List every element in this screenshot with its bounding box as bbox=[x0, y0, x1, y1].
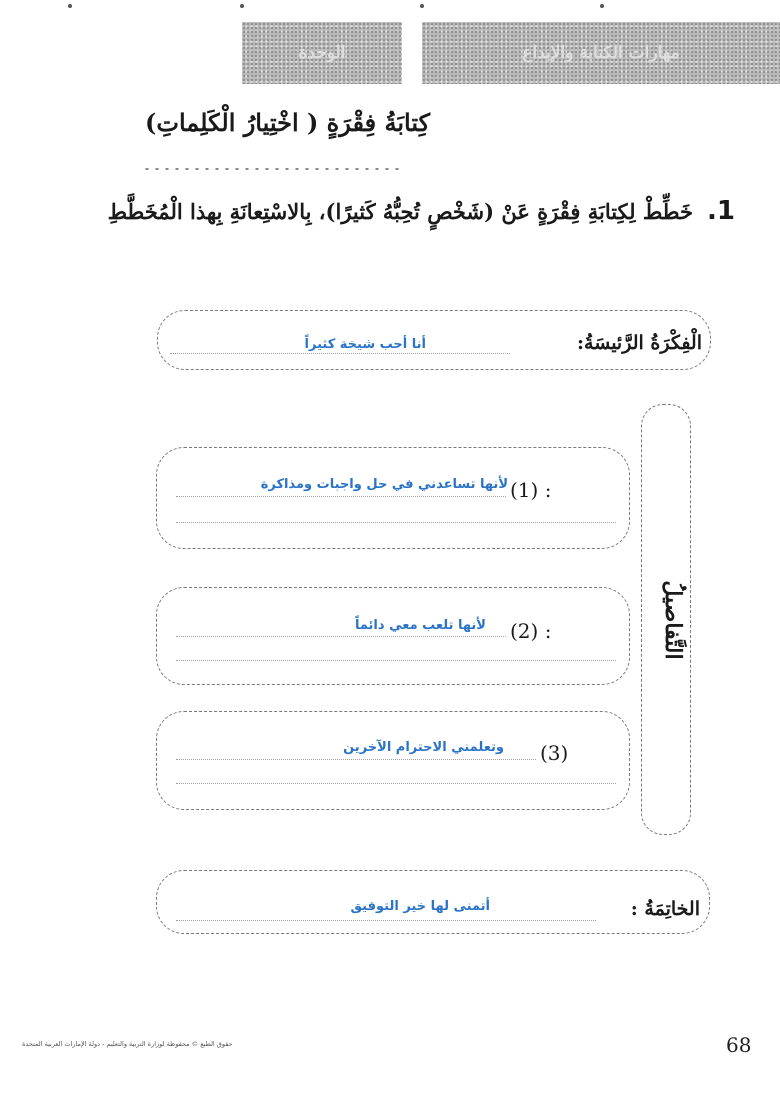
lesson-title: كِتابَةُ فِقْرَةٍ ( اخْتِيارُ الْكَلِماتِ) bbox=[145, 108, 430, 137]
title-dot-divider bbox=[142, 166, 404, 172]
detail-2-answer[interactable]: لأنها تلعب معي دائماً bbox=[354, 618, 486, 633]
detail-3-line-1 bbox=[176, 759, 536, 760]
main-idea-answer[interactable]: أنا أحب شيخة كثيراً bbox=[304, 337, 426, 352]
detail-3-number: (3) bbox=[540, 741, 569, 765]
question-number: 1. bbox=[707, 196, 735, 226]
banner-left-text: الوحدة bbox=[298, 43, 346, 63]
header-banner-right bbox=[422, 22, 780, 84]
header-banner-left bbox=[242, 22, 402, 84]
detail-2-line-2 bbox=[176, 660, 616, 661]
main-idea-label: الْفِكْرَةُ الرَّئيسَةُ: bbox=[577, 332, 702, 354]
conclusion-label: الخاتِمَةُ : bbox=[630, 898, 700, 920]
detail-1-number: (1) : bbox=[510, 478, 552, 502]
detail-1-line-1 bbox=[176, 496, 506, 497]
page-number: 68 bbox=[726, 1033, 752, 1057]
footer-copyright: حقوق الطبع © محفوظة لوزارة التربية والتعليم - دولة الإمارات العربية المتحدة bbox=[22, 1040, 233, 1048]
detail-2-number: (2) : bbox=[510, 619, 552, 643]
detail-2-line-1 bbox=[176, 636, 506, 637]
conclusion-answer[interactable]: أتمنى لها خير التوفيق bbox=[350, 899, 490, 914]
detail-3-line-2 bbox=[176, 783, 616, 784]
details-label: التَّفاصيلُ bbox=[660, 580, 686, 660]
detail-1-line-2 bbox=[176, 522, 616, 523]
question-1 bbox=[108, 196, 735, 226]
detail-1-box bbox=[156, 447, 630, 549]
question-text: خَطِّطْ لِكِتابَةِ فِقْرَةٍ عَنْ (شَخْصٍ تُحِبُّهُ كَثيرًا)، بِالاسْتِعانَةِ بِهذا الْمُخَطَّطِ bbox=[107, 199, 694, 224]
banner-right-text: مهارات الكتابة والإبداع bbox=[522, 43, 680, 63]
conclusion-line bbox=[176, 920, 596, 921]
detail-1-answer[interactable]: لأنها تساعدني في حل واجبات ومذاكرة bbox=[260, 477, 508, 492]
top-edge-marks bbox=[0, 0, 780, 16]
detail-3-answer[interactable]: وتعلمني الاحترام الآخرين bbox=[343, 740, 504, 755]
main-idea-line bbox=[170, 353, 510, 354]
